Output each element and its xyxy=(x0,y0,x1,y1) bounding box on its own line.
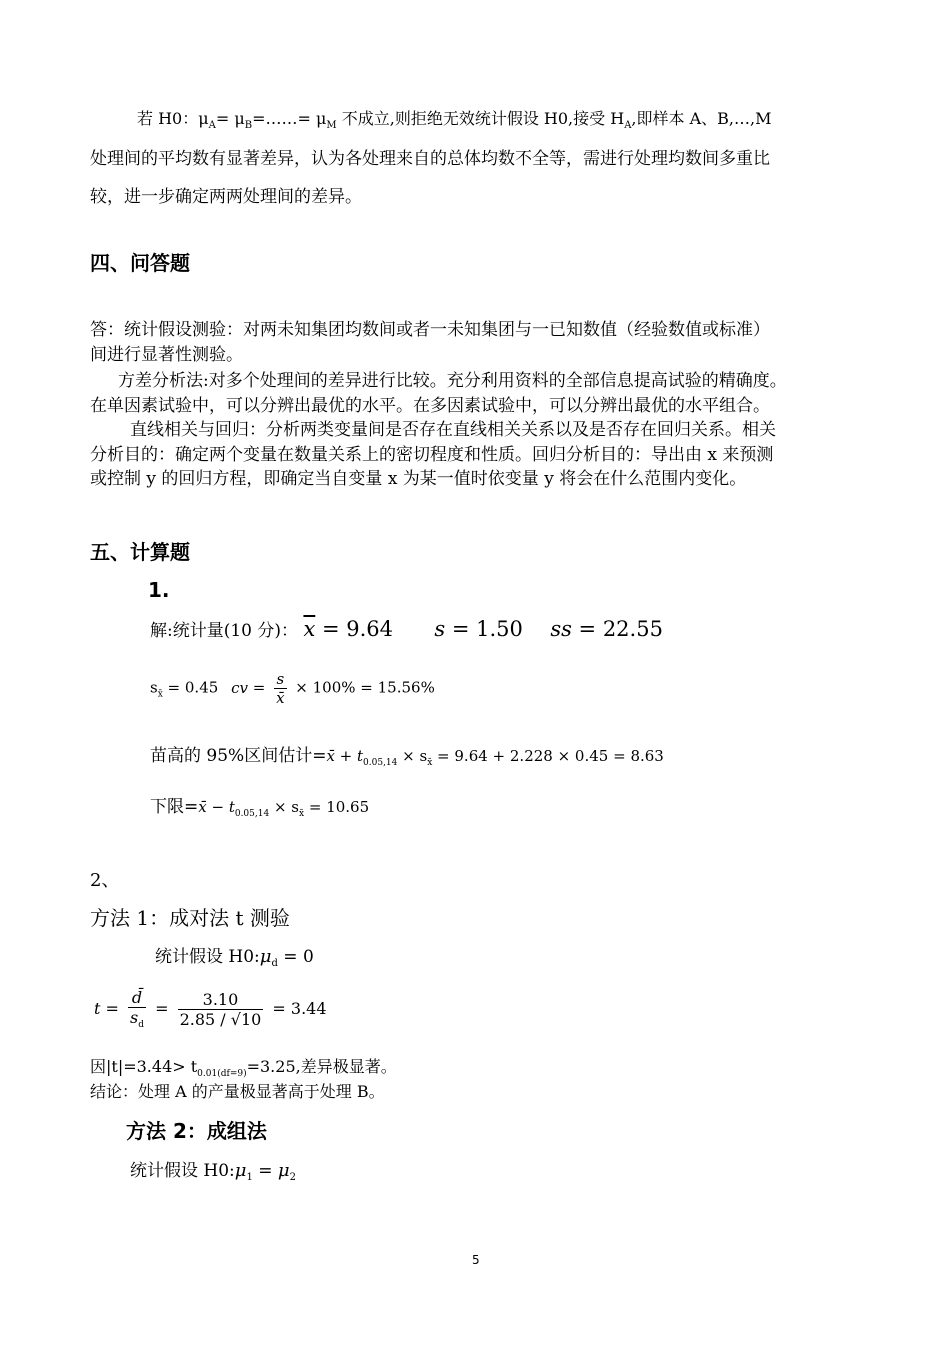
question2-number: 2、 xyxy=(90,870,120,891)
section4-heading: 四、问答题 xyxy=(90,251,190,275)
s-symbol: s xyxy=(434,617,446,641)
t-formula xyxy=(94,988,327,1031)
method2-title: 方法 2：成组法 xyxy=(126,1119,267,1143)
ss-value: = 22.55 xyxy=(571,617,663,641)
section5-heading: 五、计算题 xyxy=(90,540,190,564)
method1-title: 方法 1：成对法 t 测验 xyxy=(90,906,290,930)
xbar-value: = 9.64 xyxy=(315,617,393,641)
cv-fraction xyxy=(274,670,286,707)
subscript: x̄ xyxy=(157,689,163,700)
subscript: d xyxy=(271,958,278,969)
because-text: =3.25,差异极显著。 xyxy=(246,1057,397,1076)
para1-line1 xyxy=(137,106,771,131)
fraction-numerator: s xyxy=(274,670,286,689)
ci-result: = 9.64 + 2.228 × 0.45 = 8.63 xyxy=(432,747,664,765)
cv-value: × 100% = 15.56% xyxy=(290,678,435,697)
t-symbol: t xyxy=(94,999,101,1018)
t-fraction-2 xyxy=(178,990,264,1029)
equals: = xyxy=(100,999,125,1018)
regression-line3: 或控制 y 的回归方程，即确定当自变量 x 为某一值时依变量 y 将会在什么范围内变化。 xyxy=(90,469,747,489)
subscript: x̄ xyxy=(427,758,433,768)
text-span: ,即样本 A、B,…,M xyxy=(631,109,772,128)
answer-line2: 间进行显著性测验。 xyxy=(90,345,243,365)
h0-line-group xyxy=(130,1156,296,1183)
fraction-denominator: x̄ xyxy=(276,689,285,707)
regression-line2: 分析目的：确定两个变量在数量关系上的密切程度和性质。回归分析目的：导出由 x 来预测 xyxy=(90,445,774,465)
page-number: 5 xyxy=(472,1253,480,1267)
ci-label: 苗高的 95%区间估计= xyxy=(150,746,327,766)
subscript: 1 xyxy=(246,1172,253,1183)
h0-line-paired xyxy=(155,942,314,969)
answer-line1: 答：统计假设测验：对两未知集团均数间或者一未知集团与一已知数值（经验数值或标准） xyxy=(90,320,770,340)
subscript: x̄ xyxy=(299,809,305,819)
lower-expr: x̄ − t xyxy=(198,798,235,816)
regression-line1: 直线相关与回归：分析两类变量间是否存在直线相关关系以及是否存在回归关系。相关 xyxy=(130,420,776,440)
sx-cv-line xyxy=(150,670,435,707)
t-result: = 3.44 xyxy=(267,999,327,1018)
h0-label: 统计假设 H0: xyxy=(155,947,260,967)
sx-value: = 0.45 xyxy=(162,678,219,697)
because-text: 因|t|=3.44> t xyxy=(90,1057,198,1076)
subscript: A xyxy=(208,120,216,131)
ss-symbol: ss xyxy=(550,617,572,641)
h0-value: = 0 xyxy=(277,947,314,967)
ci-expr: x̄ + t xyxy=(326,747,364,765)
fraction-numerator: 3.10 xyxy=(178,990,264,1010)
subscript: M xyxy=(326,120,337,131)
mu-symbol: μ xyxy=(277,1160,290,1181)
subscript: B xyxy=(244,120,253,131)
h0-label: 统计假设 H0: xyxy=(130,1161,235,1181)
subscript: 0.01(df=9) xyxy=(197,1069,247,1079)
subscript: 0.05,14 xyxy=(363,758,398,768)
equals: = xyxy=(252,1161,278,1181)
subscript: d xyxy=(138,1020,144,1031)
question1-number: 1. xyxy=(148,578,170,602)
equals: = xyxy=(150,999,174,1018)
sx-symbol: s xyxy=(150,678,158,697)
subscript: 0.05,14 xyxy=(234,809,270,819)
confidence-interval-line xyxy=(150,741,664,768)
xbar-symbol: $\overline{x}$ xyxy=(303,617,316,641)
lower-expr: × s xyxy=(269,798,300,816)
mu-symbol: μ xyxy=(234,1160,247,1181)
subscript: 2 xyxy=(289,1172,296,1183)
ci-expr: × s xyxy=(397,747,428,765)
text-span: 不成立,则拒绝无效统计假设 H0,接受 H xyxy=(336,109,625,128)
equals: = xyxy=(247,678,271,697)
s-value: = 1.50 xyxy=(445,617,523,641)
cv-symbol: cv xyxy=(231,678,248,697)
lower-limit-label: 下限= xyxy=(150,797,199,817)
text-span: 若 H0：μ xyxy=(137,109,209,128)
anova-line1: 方差分析法:对多个处理间的差异进行比较。充分利用资料的全部信息提高试验的精确度。 xyxy=(118,371,787,391)
para1-line2: 处理间的平均数有显著差异，认为各处理来自的总体均数不全等，需进行处理均数间多重比 xyxy=(90,149,770,169)
anova-line2: 在单因素试验中，可以分辨出最优的水平。在多因素试验中，可以分辨出最优的水平组合。 xyxy=(90,396,770,416)
solution-stats-line xyxy=(150,616,663,641)
fraction-denominator: 2.85 / √10 xyxy=(179,1010,262,1029)
fraction-numerator: d̄ xyxy=(128,988,146,1008)
lower-result: = 10.65 xyxy=(304,798,370,816)
solution-label: 解:统计量(10 分)： xyxy=(150,621,299,641)
sd-symbol: s xyxy=(130,1008,139,1028)
para1-line3: 较，进一步确定两两处理间的差异。 xyxy=(90,187,362,207)
mu-symbol: μ xyxy=(259,946,272,967)
t-fraction-1 xyxy=(128,988,146,1031)
text-span: =……= μ xyxy=(252,109,327,128)
fraction-denominator xyxy=(128,1008,146,1031)
lower-limit-line xyxy=(150,792,369,819)
text-span: = μ xyxy=(215,109,245,128)
subscript: A xyxy=(624,120,632,131)
because-line xyxy=(90,1054,397,1079)
conclusion-line: 结论：处理 A 的产量极显著高于处理 B。 xyxy=(90,1082,385,1101)
